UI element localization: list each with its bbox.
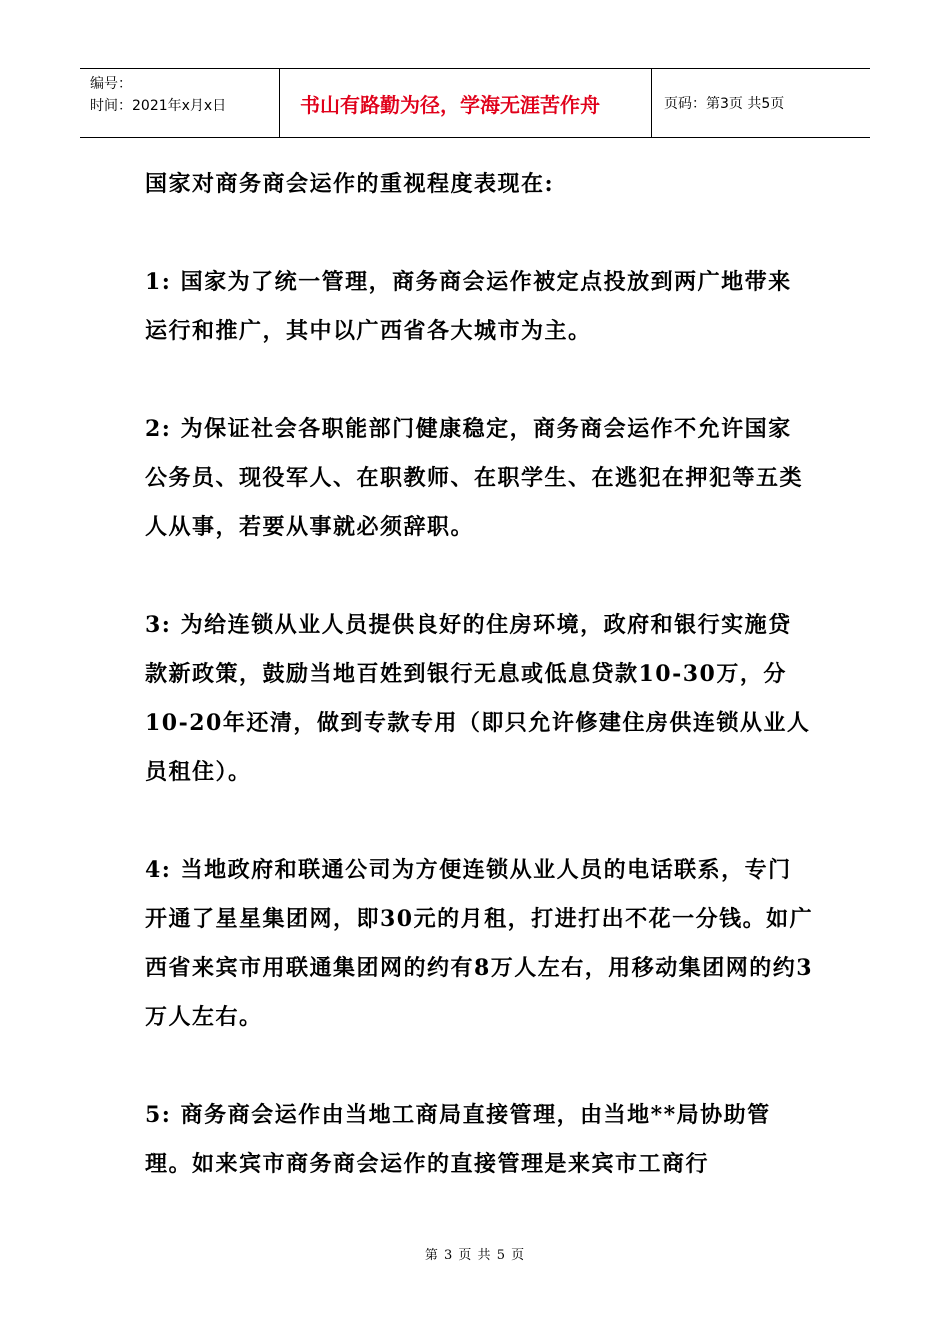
paragraph-4: 4: 当地政府和联通公司为方便连锁从业人员的电话联系，专门开通了星星集团网，即30元的月租，打进打出不花一分钱。如广西省来宾市用联通集团网的约有8万人左右，用移动集团网的约3万人左右。 (145, 857, 814, 1030)
intro-paragraph: 国家对商务商会运作的重视程度表现在: (145, 171, 555, 197)
document-header (80, 68, 870, 138)
header-meta-cell (80, 69, 280, 137)
header-motto-cell (280, 69, 652, 137)
footer-page-number: 第 3 页 共 5 页 (424, 1248, 526, 1263)
paragraph-3: 3: 为给连锁从业人员提供良好的住房环境，政府和银行实施贷款新政策，鼓励当地百姓到银行无息或低息贷款10-30万，分10-20年还清，做到专款专用（即只允许修建住房供连锁从业人员租住）。 (145, 612, 811, 785)
paragraph-1: 1: 国家为了统一管理，商务商会运作被定点投放到两广地带来运行和推广，其中以广西省各大城市为主。 (145, 269, 792, 344)
motto-text: 书山有路勤为径，学海无涯苦作舟 (300, 92, 600, 117)
paragraph-5: 5: 商务商会运作由当地工商局直接管理，由当地**局协助管理。如来宾市商务商会运作的直接管理是来宾市工商行 (145, 1102, 771, 1177)
document-body (145, 160, 815, 1238)
page-footer (0, 1244, 950, 1263)
page-info: 页码：第3页 共5页 (664, 96, 785, 112)
number-label: 编号： (90, 76, 132, 92)
header-page-cell (652, 69, 870, 137)
date-line: 时间：2021年x月x日 (90, 98, 227, 114)
paragraph-2: 2: 为保证社会各职能部门健康稳定，商务商会运作不允许国家公务员、现役军人、在职教师、在职学生、在逃犯在押犯等五类人从事，若要从事就必须辞职。 (145, 416, 804, 540)
